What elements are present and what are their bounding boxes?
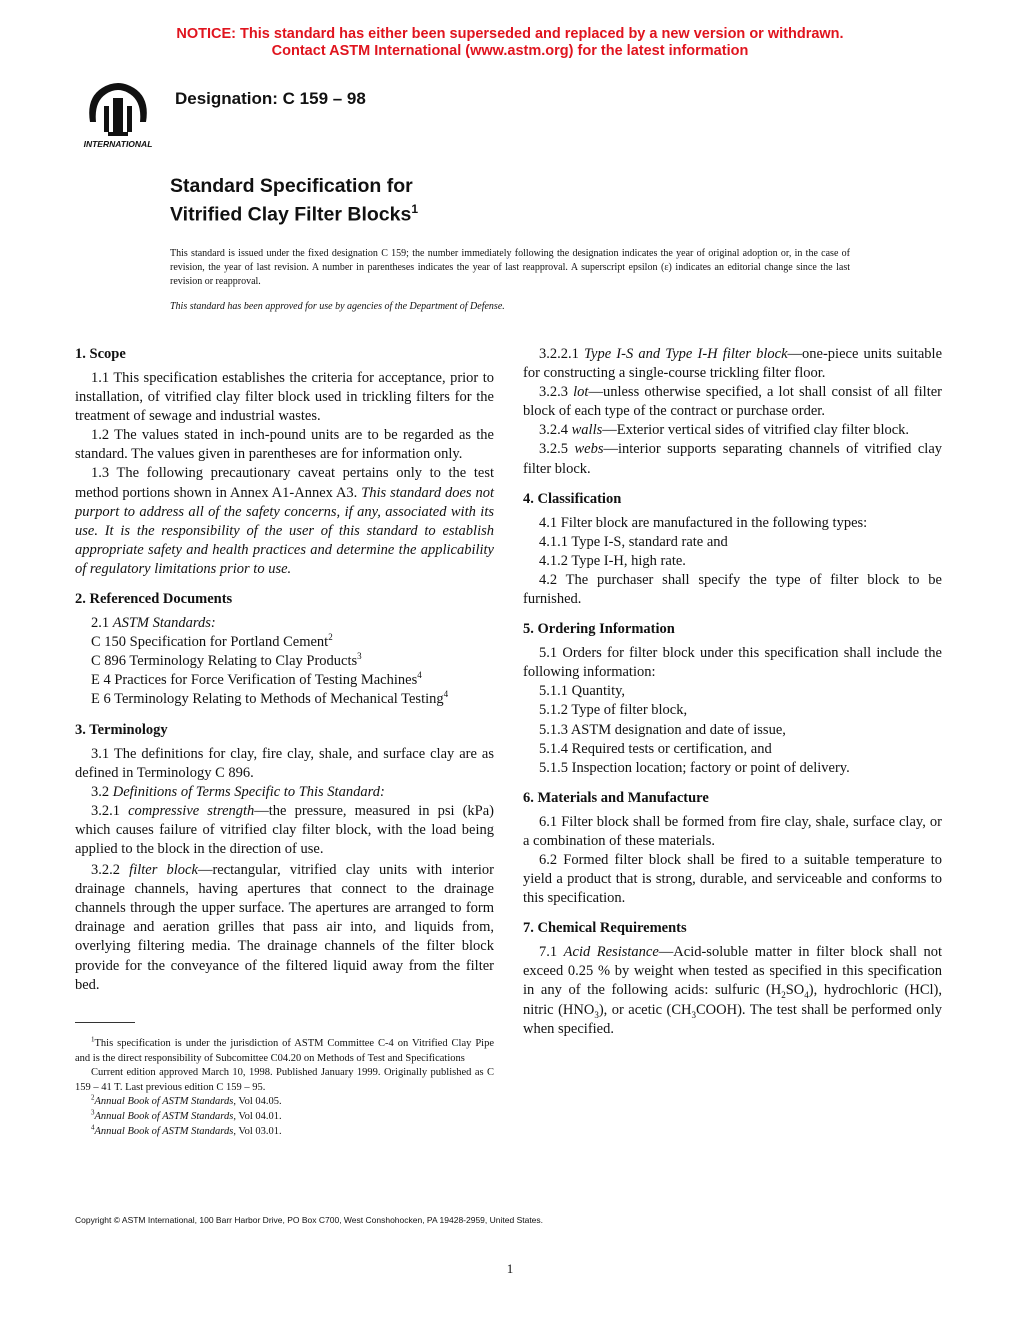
right-column	[523, 345, 942, 1039]
footnote-1-edition: Current edition approved March 10, 1998. Published January 1999. Originally published as C 159 – 41 T. Last previous edition C 159 – 95.	[75, 1067, 494, 1093]
footnote-2: $^2$Annual Book of ASTM Standards, Vol 04.05.	[91, 1093, 282, 1108]
section-heading-terminology: 3. Terminology	[75, 721, 168, 738]
para-3-2-2: 3.2.2 filter block—rectangular, vitrified clay units with interior drainage channels, having apertures that connect to the drainage channels through the upper surface. The apertures are arranged to form drainage and aeration grilles that pass air into, and liquids from, overlying filtering media. The drainage channels of the filter block provide for the conveyance of the filtered liquid away from the filter bed.	[75, 862, 495, 993]
ref-item: E 6 Terminology Relating to Methods of Mechanical Testing$^4$	[91, 689, 449, 708]
footnote-4: $^4$Annual Book of ASTM Standards, Vol 03.01.	[91, 1123, 282, 1137]
astm-logo	[76, 76, 160, 150]
para-3-2-5: 3.2.5 webs—interior supports separating channels of vitrified clay filter block.	[523, 441, 943, 477]
para-6-1: 6.1 Filter block shall be formed from fire clay, shale, surface clay, or a combination of these materials.	[523, 813, 942, 849]
section-heading-scope: 1. Scope	[75, 346, 126, 362]
section-heading-chemical: 7. Chemical Requirements	[523, 920, 687, 937]
issuance-statement: This standard is issued under the fixed designation C 159; the number immediately following the designation indicates the year of original adoption or, in the case of revision, the year of last revision. A number in parentheses indicates the year of last reapproval. A superscript epsilon (ε) indicates an editorial change since the last revision or reapproval.	[170, 248, 850, 287]
copyright-line: Copyright © ASTM International, 100 Barr Harbor Drive, PO Box C700, West Conshohocken, PA 19428-2959, United States.	[75, 1215, 544, 1225]
notice-line-2: Contact ASTM International (www.astm.org) for the latest information	[271, 43, 749, 59]
page-number: 1	[506, 1261, 514, 1276]
section-heading-materials: 6. Materials and Manufacture	[523, 789, 709, 806]
title-line-1: Standard Specification for	[170, 175, 413, 197]
para-3-2-2-1: 3.2.2.1 Type I-S and Type I-H filter block—one-piece units suitable for constructing a single-course trickling filter floor.	[523, 346, 942, 382]
para-4-1: 4.1 Filter block are manufactured in the following types:	[539, 514, 868, 531]
para-3-2-4: 3.2.4 walls—Exterior vertical sides of vitrified clay filter block.	[539, 422, 910, 439]
list-item: 5.1.3 ASTM designation and date of issue,	[539, 721, 786, 738]
document-title	[170, 175, 418, 227]
footnote-1: $^1$This specification is under the jurisdiction of ASTM Committee C-4 on Vitrified Clay Pipe and is the direct responsibility of Subcomittee C04.20 on Methods of Test and Specifications	[75, 1035, 494, 1064]
section-heading-ordering: 5. Ordering Information	[523, 621, 675, 638]
para-7-1: 7.1 Acid Resistance—Acid-soluble matter in filter block shall not exceed 0.25 % by weight when tested as specified in this specification in any of the following acids: sulfuric $(H_2SO_4)$, hydrochloric (HCl), nitric $(HNO_3)$, or acetic $(CH_3COOH)$. The test shall be performed only when specified.	[523, 944, 942, 1037]
para-3-2-3: 3.2.3 lot—unless otherwise specified, a lot shall consist of all filter block of each type of the contract or purchase order.	[523, 384, 943, 420]
footnote-3: $^3$Annual Book of ASTM Standards, Vol 04.01.	[91, 1108, 282, 1122]
notice-line-1: NOTICE: This standard has either been superseded and replaced by a new version or withdrawn.	[176, 26, 844, 42]
para-4-1-1: 4.1.1 Type I-S, standard rate and	[539, 533, 728, 550]
section-heading-referenced: 2. Referenced Documents	[75, 591, 233, 608]
section-heading-classification: 4. Classification	[523, 490, 622, 507]
para-6-2: 6.2 Formed filter block shall be fired to a suitable temperature to yield a product that is strong, durable, and serviceable and conforms to this specification.	[523, 851, 942, 907]
para-1-2: 1.2 The values stated in inch-pound units are to be regarded as the standard. The values given in parentheses are for information only.	[75, 427, 494, 463]
list-item: 5.1.1 Quantity,	[539, 683, 626, 700]
supersession-notice	[0, 26, 1020, 60]
footnotes	[75, 1037, 494, 1139]
title-line-2: Vitrified Clay Filter Blocks$^1$	[170, 202, 418, 226]
ref-item: E 4 Practices for Force Verification of Testing Machines$^4$	[91, 670, 422, 689]
safety-caveat: This standard does not purport to address all of the safety concerns, if any, associated with its use. It is the responsibility of the user of this standard to establish appropriate safety and health practices and determine the applicability of regulatory limitations prior to use.	[75, 484, 494, 577]
footnote-rule	[75, 1022, 135, 1023]
para-4-1-2: 4.1.2 Type I-H, high rate.	[539, 552, 686, 569]
list-item: 5.1.5 Inspection location; factory or point of delivery.	[539, 759, 850, 776]
para-1-1: 1.1 This specification establishes the criteria for acceptance, prior to installation, of vitrified clay filter block used in trickling filters for the treatment of sewage and industrial wastes.	[75, 370, 494, 425]
para-4-2: 4.2 The purchaser shall specify the type of filter block to be furnished.	[523, 571, 942, 608]
para-5-1: 5.1 Orders for filter block under this specification shall include the following information:	[523, 645, 942, 681]
title-footnote-ref: 1	[411, 202, 418, 216]
para-1-3: 1.3 The following precautionary caveat pertains only to the test method portions shown in Annex A1-Annex A3. This standard does not purport to address all of the safety concerns, if any, associated with its use. It is the responsibility of the user of this standard to establish appropriate safety and health practices and determine the applicability of regulatory limitations prior to use.	[75, 465, 494, 577]
list-item: 5.1.2 Type of filter block,	[539, 702, 688, 719]
list-item: 5.1.4 Required tests or certification, and	[539, 740, 772, 757]
para-3-1: 3.1 The definitions for clay, fire clay, shale, and surface clay are as defined in Terminology C 896.	[75, 745, 494, 781]
left-column	[75, 345, 494, 995]
logo-subtitle: INTERNATIONAL	[83, 139, 153, 149]
dod-approval-note: This standard has been approved for use by agencies of the Department of Defense.	[170, 301, 505, 312]
ref-item: C 896 Terminology Relating to Clay Products$^3$	[91, 651, 362, 670]
ref-item: C 150 Specification for Portland Cement$^2$	[91, 632, 333, 651]
para-3-2-1: 3.2.1 compressive strength—the pressure, measured in psi (kPa) which causes failure of vitrified clay filter block, with the load being applied to the block in the direction of use.	[75, 802, 494, 857]
designation: Designation: C 159 – 98	[175, 89, 366, 108]
para-3-2: 3.2 Definitions of Terms Specific to This Standard:	[91, 783, 385, 800]
para-2-1: 2.1 ASTM Standards:	[91, 615, 216, 632]
